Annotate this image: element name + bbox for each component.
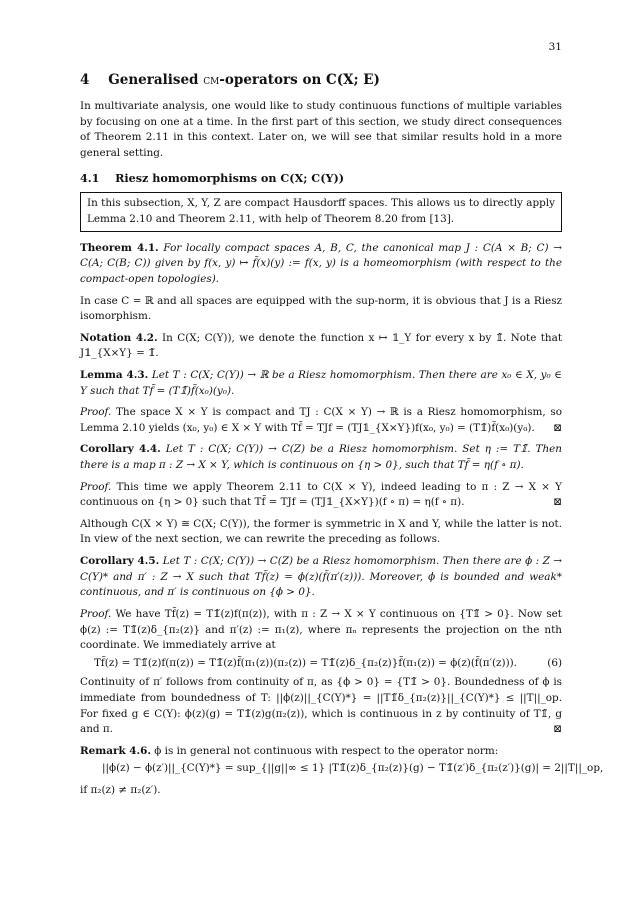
lemma-body: Let T : C(X; C(Y)) → ℝ be a Riesz homomorphism. Then there are x₀ ∈ X, y₀ ∈ Y such that Tf̃ = (T𝟙̃)f̃(x₀)(y₀). bbox=[80, 368, 562, 397]
lemma-head: Lemma 4.3. bbox=[80, 368, 149, 381]
although-paragraph: Although C(X × Y) ≅ C(X; C(Y)), the former is symmetric in X and Y, while the latter is not. In view of the next section, we can rewrite the preceding as follows. bbox=[80, 517, 562, 546]
corollary-body: Let T : C(X; C(Y)) → C(Z) be a Riesz homomorphism. Set η := T𝟙̃. Then there is a map π : Z → X × Y, which is continuous on {η > 0}, such that Tf̃ = η(f ∘ π). bbox=[80, 443, 562, 472]
remark-4-6 bbox=[80, 744, 604, 799]
intro-paragraph: In multivariate analysis, one would like to study continuous functions of multiple variables by focusing on one at a time. In the first part of this section, we study direct consequences of Theorem 2.11 in this context. Later on, we will see that similar results hold in a more general setting. bbox=[80, 100, 562, 160]
proof-corollary-4-4 bbox=[80, 480, 562, 511]
theorem-body: For locally compact spaces A, B, C, the canonical map J : C(A × B; C) → C(A; C(B; C)) given by f(x, y) ↦ f̃(x)(y) := f(x, y) is a homeomorphism (with respect to the compact-open topologies). bbox=[80, 241, 562, 285]
proof-corollary-4-5 bbox=[80, 607, 562, 738]
equation-6 bbox=[80, 656, 562, 672]
corollary-head: Corollary 4.4. bbox=[80, 443, 161, 456]
section-title-part2: -operators on C(X; E) bbox=[219, 72, 380, 88]
proof-body-part2: Continuity of π′ follows from continuity of π, as {ϕ > 0} = {T𝟙̃ > 0}. Boundedness of ϕ is immediate from boundedness of T: ||ϕ(z)||_{C(Y)*} = ||T𝟙̃δ_{π₂(z)}||_{C(Y)*} ≤ ||T||_op. For fixed g ∈ C(Y): ϕ(z)(g) = T𝟙̃(z)g(π₂(z)), which is continuous in z by continuity of T𝟙̃, g and π. bbox=[80, 676, 562, 736]
remark-equation: ||ϕ(z) − ϕ(z′)||_{C(Y)*} = sup_{||g||∞ ≤ 1} |T𝟙̃(z)δ_{π₂(z)}(g) − T𝟙̃(z′)δ_{π₂(z′)}(g)| = 2||T||_op, bbox=[102, 762, 604, 775]
proof-body-part1: We have Tf̃(z) = T𝟙̃(z)f(π(z)), with π : Z → X × Y continuous on {T𝟙̃ > 0}. Now set ϕ(z) := T𝟙̃(z)δ_{π₂(z)} and π′(z) := π₁(z), where πₙ represents the projection on the nth coordinate. We immediately arrive at bbox=[80, 607, 562, 652]
notation-head: Notation 4.2. bbox=[80, 331, 158, 344]
subsection-title-text: Riesz homomorphisms on C(X; C(Y)) bbox=[115, 170, 345, 185]
proof-head: Proof. bbox=[80, 607, 112, 620]
assumption-box bbox=[80, 192, 562, 231]
proof-head: Proof. bbox=[80, 480, 112, 493]
section-title bbox=[80, 70, 562, 90]
subsection-number: 4.1 bbox=[80, 170, 100, 185]
page-number: 31 bbox=[548, 41, 562, 53]
riesz-paragraph: In case C = ℝ and all spaces are equipped with the sup-norm, it is obvious that J is a Riesz isomorphism. bbox=[80, 294, 562, 323]
section-title-smallcaps: cm bbox=[203, 72, 220, 88]
assumption-text: In this subsection, X, Y, Z are compact Hausdorff spaces. This allows us to directly apply Lemma 2.10 and Theorem 2.11, with help of Theorem 8.20 from [13]. bbox=[87, 197, 555, 226]
proof-body: The space X × Y is compact and TJ : C(X × Y) → ℝ is a Riesz homomorphism, so Lemma 2.10 yields (x₀, y₀) ∈ X × Y with Tf̃ = TJf = (TJ𝟙_{X×Y})f(x₀, y₀) = (T𝟙̃)f̃(x₀)(y₀). bbox=[80, 406, 562, 434]
qed-symbol: ⊠ bbox=[553, 421, 562, 434]
equation-number: (6) bbox=[547, 656, 562, 669]
corollary-head: Corollary 4.5. bbox=[80, 555, 160, 568]
section-title-part1: Generalised bbox=[108, 72, 204, 88]
corollary-4-4 bbox=[80, 442, 562, 473]
page-content bbox=[80, 70, 604, 805]
equation-6-text: Tf̃(z) = T𝟙̃(z)f(π(z)) = T𝟙̃(z)f̃(π₁(z))(π₂(z)) = T𝟙̃(z)δ_{π₂(z)}f̃(π₁(z)) = ϕ(z)(f̃(π′(z))). bbox=[94, 656, 517, 669]
proof-body: This time we apply Theorem 2.11 to C(X × Y), indeed leading to π : Z → X × Y continuous on {η > 0} such that Tf̃ = TJf = (TJ𝟙_{X×Y})(f ∘ π) = η(f ∘ π). bbox=[80, 480, 563, 509]
notation-body: In C(X; C(Y)), we denote the function x ↦ 𝟙_Y for every x by 𝟙̃. Note that J𝟙_{X×Y} = 𝟙̃. bbox=[80, 331, 562, 360]
proof-lemma-4-3 bbox=[80, 405, 562, 436]
theorem-head: Theorem 4.1. bbox=[80, 241, 159, 254]
remark-head: Remark 4.6. bbox=[80, 744, 151, 757]
subsection-title bbox=[80, 170, 562, 187]
qed-symbol: ⊠ bbox=[553, 723, 562, 736]
qed-symbol: ⊠ bbox=[553, 496, 562, 509]
proof-head: Proof. bbox=[80, 406, 112, 419]
notation-4-2 bbox=[80, 331, 562, 362]
corollary-4-5 bbox=[80, 554, 562, 601]
section-number: 4 bbox=[80, 72, 90, 88]
lemma-4-3 bbox=[80, 368, 562, 399]
theorem-4-1 bbox=[80, 241, 562, 288]
remark-tail: if π₂(z) ≠ π₂(z′). bbox=[80, 783, 161, 796]
remark-body: ϕ is in general not continuous with respect to the operator norm: bbox=[154, 744, 499, 757]
corollary-body: Let T : C(X; C(Y)) → C(Z) be a Riesz homomorphism. Then there are ϕ : Z → C(Y)* and π′ : Z → X such that Tf̃(z) = ϕ(z)(f̃(π′(z))). Moreover, ϕ is bounded and weak* continuous, and π′ is continuous on {ϕ > 0}. bbox=[80, 555, 563, 599]
